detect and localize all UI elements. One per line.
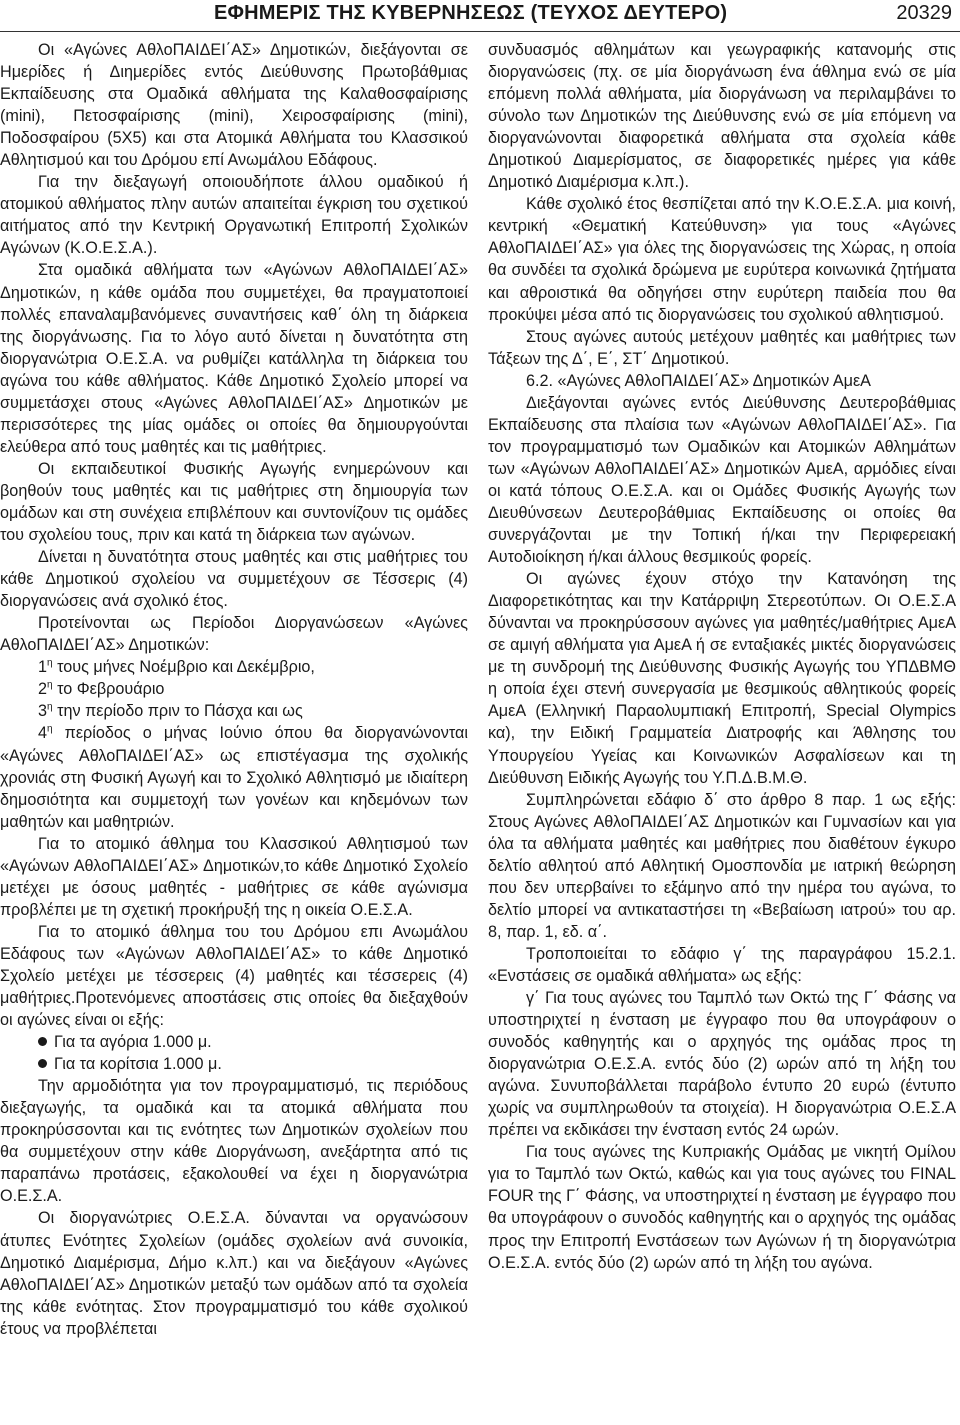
bullet-text: Για τα αγόρια 1.000 μ. xyxy=(54,1033,212,1052)
paragraph: Στους αγώνες αυτούς μετέχουν μαθητές και μαθήτριες των Τάξεων της Δ΄, Ε΄, ΣΤ΄ Δημοτικού. xyxy=(488,327,956,368)
paragraph: Οι διοργανώτριες Ο.Ε.Σ.Α. δύνανται να οργανώσουν άτυπες Ενότητες Σχολείων (ομάδες σχολείων ανά συνοικία, Δημοτικό Διαμέρισμα, Δήμο κ.λπ.) και να διεξάγουν «Αγώνες ΑθλοΠΑΙΔΕΙ΄ΑΣ» Δημοτικών μεταξύ των ομάδων από τα σχολεία της κάθε ενότητας. Στον προγραμματισμό του κάθε σχολικού έτους να προβλέπεται xyxy=(0,1209,468,1338)
paragraph: Διεξάγονται αγώνες εντός Διεύθυνσης Δευτεροβάθμιας Εκπαίδευσης στα πλαίσια των «Αγώνων ΑθλοΠΑΙΔΕΙ΄ΑΣ». Για τον προγραμματισμό των Ομαδικών και Ατομικών Αθλημάτων των «Αγώνων ΑθλοΠΑΙΔΕΙ΄ΑΣ» Δημοτικών ΑμεΑ, αρμόδιες είναι οι κατά τόπους Ο.Ε.Σ.Α. και οι Ομάδες Φυσικής Αγωγής των Διευθύνσεων Δευτεροβάθμιας Εκπαίδευσης οι οποίες θα συνεργάζονται με την Τοπική ή/και την Περιφερειακή Αυτοδιοίκηση ή/και άλλους θεσμικούς φορείς. xyxy=(488,393,956,567)
period-number: 4 xyxy=(38,724,48,743)
page-header xyxy=(0,0,960,30)
header-rule xyxy=(0,31,960,32)
ordinal-suffix: η xyxy=(47,724,53,736)
paragraph: Συμπληρώνεται εδάφιο δ΄ στο άρθρο 8 παρ. 1 ως εξής: Στους Αγώνες ΑθλοΠΑΙΔΕΙ΄ΑΣ Δημοτικών και Γυμνασίων και για όλα τα αθλήματα μαθητές και μαθήτριες που διαθέτουν έγκυρο δελτίο αθλητού από Αθλητική Ομοσπονδία με ιατρική θεώρηση που δεν υπερβαίνει το εξάμηνο από την ημέρα του αγώνα, το δελτίο μπορεί να αντικαταστήσει τη «Βεβαίωση ιατρού» του αρ. 8, παρ. 1, εδ. α΄. xyxy=(488,790,956,941)
paragraph: Προτείνονται ως Περίοδοι Διοργανώσεων «Αγώνες ΑθλοΠΑΙΔΕΙ΄ΑΣ» Δημοτικών: xyxy=(0,614,468,655)
paragraph: Οι εκπαιδευτικοί Φυσικής Αγωγής ενημερώνουν και βοηθούν τους μαθητές και τις μαθήτριες στη δημιουργία των ομάδων και στη συνέχεια επιβλέπουν και συντονίζουν τις ομάδες του σχολείου τους, πριν και κατά τη διάρκεια των αγώνων. xyxy=(0,459,468,545)
paragraph: Για τους αγώνες της Κυπριακής Ομάδας με νικητή Ομίλου για το Ταμπλό των Οκτώ, καθώς και για τους αγώνες του FINAL FOUR της Γ΄ Φάσης, να υποστηριχτεί η ένσταση με έγγραφο που θα υπογράφουν ο συνοδός καθηγητής και ο αρχηγός της ομάδας προς την Επιτροπή Ενστάσεων των Αγώνων ή τη διοργανώτρια Ο.Ε.Σ.Α. εντός δύο (2) ωρών από τη λήξη του αγώνα. xyxy=(488,1143,956,1272)
bullet-icon xyxy=(38,1037,47,1046)
paragraph: Οι αγώνες έχουν στόχο την Κατανόηση της Διαφορετικότητας και την Κατάρριψη Στερεοτύπων. Οι Ο.Ε.Σ.Α δύνανται να προκηρύσσουν αγώνες για μαθητές/μαθήτριες ΑμεΑ σε αμιγή αθλήματα για ΑμεΑ ή σε ενταξιακές μικτές διοργανώσεις με τη συνδρομή της Διεύθυνσης Φυσικής Αγωγής του ΥΠΔΒΜΘ η οποία έχει στενή συνεργασία με θεσμικούς αθλητικούς φορείς ΑμεΑ (Ελληνική Παραολυμπιακή Επιτροπή, Special Olympics κα), την Ειδική Γραμματεία Διατροφής και Άθλησης του Υπουργείου Υγείας και Κοινωνικών Ασφαλίσεων και τη Διεύθυνση Ειδικής Αγωγής του Υ.Π.Δ.Β.Μ.Θ. xyxy=(488,570,956,787)
paragraph: Για το ατομικό άθλημα του του Δρόμου επι Ανωμάλου Εδάφους των «Αγώνων ΑθλοΠΑΙΔΕΙ΄ΑΣ» το κάθε Δημοτικό Σχολείο μετέχει με τέσσερεις (4) μαθητές και τέσσερεις (4) μαθήτριες.Προτενόμενες αποστάσεις στις οποίες θα διεξαχθούν οι αγώνες είναι οι εξής: xyxy=(0,922,468,1030)
period-text: περίοδος ο μήνας Ιούνιο όπου θα διοργανώνονται «Αγώνες ΑθλοΠΑΙΔΕΙ΄ΑΣ» ως επιστέγασμα της σχολικής χρονιάς στη Φυσική Αγωγή και το Σχολικό Αθλητισμό με ιδιαίτερη δημοσιότητα και συμμετοχή των γονέων και κηδεμόνων των μαθητών και μαθητριών. xyxy=(0,724,468,831)
period-text: το Φεβρουάριο xyxy=(52,680,165,699)
left-column xyxy=(0,39,468,1423)
ordinal-suffix: η xyxy=(47,679,53,691)
paragraph: Οι «Αγώνες ΑθλοΠΑΙΔΕΙ΄ΑΣ» Δημοτικών, διεξάγονται σε Ημερίδες ή Διημερίδες εντός Διεύθυνσης Πρωτοβάθμιας Εκπαίδευσης στα Ομαδικά αθλήματα της Καλαθοσφαίρισης (mini), Πετοσφαίρισης (mini), Χειροσφαίρισης (mini), Ποδοσφαίρου (5Χ5) και στα Ατομικά Αθλήματα του Κλασσικού Αθλητισμού και του Δρόμου επί Ανωμάλου Εδάφους. xyxy=(0,41,468,170)
ordinal-suffix: η xyxy=(47,657,53,669)
paragraph: Τροποποιείται το εδάφιο γ΄ της παραγράφου 15.2.1. «Ενστάσεις σε ομαδικά αθλήματα» ως εξής: xyxy=(488,944,956,985)
paragraph: γ΄ Για τους αγώνες του Ταμπλό των Οκτώ της Γ΄ Φάσης να υποστηριχτεί η ένσταση με έγγραφο που θα υπογράφουν ο συνοδός καθηγητής και ο αρχηγός της ομάδας προς τη διοργανώτρια Ο.Ε.Σ.Α. εντός δύο (2) ωρών από τη λήξη του αγώνα. Συνυποβάλλεται παράβολο έντυπο 20 ευρώ (έντυπο χωρίς να συμπληρωθούν τα στοιχεία). Η διοργανώτρια Ο.Ε.Σ.Α πρέπει να εκδικάσει την ένσταση εντός 24 ωρών. xyxy=(488,989,956,1140)
paragraph: 6.2. «Αγώνες ΑθλοΠΑΙΔΕΙ΄ΑΣ» Δημοτικών ΑμεΑ xyxy=(526,371,871,390)
period-text: την περίοδο πριν το Πάσχα και ως xyxy=(52,702,303,721)
period-number: 3 xyxy=(38,702,48,721)
paragraph: Για την διεξαγωγή οποιουδήποτε άλλου ομαδικού ή ατομικού αθλήματος πλην αυτών απαιτείται έγκριση του σχετικού αιτήματος από την Κεντρική Οργανωτική Επιτροπή Σχολικών Αγώνων (Κ.Ο.Ε.Σ.Α.). xyxy=(0,173,468,258)
paragraph: Κάθε σχολικό έτος θεσπίζεται από την Κ.Ο.Ε.Σ.Α. μια κοινή, κεντρική «Θεματική Κατεύθυνση» για τους «Αγώνες ΑθλοΠΑΙΔΕΙ΄ΑΣ» για όλες της διοργανώσεις της Χώρας, η οποία θα συνδέει τα σχολικά δρώμενα με ευρύτερα κοινωνικά ζητήματα και αθροιστικά θα οδηγήσει στην ευρύτερη παιδεία που θα προκύψει μέσα από τις διοργανώσεις του σχολικού αθλητισμού. xyxy=(488,195,956,324)
paragraph: Την αρμοδιότητα για τον προγραμματισμό, τις περιόδους διεξαγωγής, τα ομαδικά και τα ατομικά αθλήματα που προκηρύσσονται και τις ενότητες των Δημοτικών σχολείων που θα συμμετέχουν στην κάθε Διοργάνωση, ανεξάρτητα από τις παραπάνω προτάσεις, εξακολουθεί να έχει η διοργανώτρια Ο.Ε.Σ.Α. xyxy=(0,1077,468,1206)
bullet-text: Για τα κορίτσια 1.000 μ. xyxy=(54,1055,222,1074)
page-number: 20329 xyxy=(896,2,952,24)
period-text: τους μήνες Νοέμβριο και Δεκέμβριο, xyxy=(52,658,315,677)
right-column xyxy=(488,39,956,1423)
period-item xyxy=(0,722,468,832)
paragraph: Δίνεται η δυνατότητα στους μαθητές και στις μαθήτριες του κάθε Δημοτικού σχολείου να συμμετέχουν σε Τέσσερις (4) διοργανώσεις ανά σχολικό έτος. xyxy=(0,548,468,611)
period-number: 2 xyxy=(38,680,48,699)
paragraph-continued: συνδυασμός αθλημάτων και γεωγραφικής κατανομής στις διοργανώσεις (πχ. σε μία διοργάνωση ένα άθλημα ενώ σε μία επόμενη πολλά αθλήματα, μία διοργάνωση να περιλαμβάνει το σύνολο των Δημοτικών της Διεύθυνσης ενώ σε μία επόμενη να διοργανώνονται διαφορετικά αθλήματα στα σχολεία κάθε Δημοτικού Διαμερίσματος, σε διαφορετικές ημέρες για κάθε Δημοτικό Διαμέρισμα κ.λπ.). xyxy=(488,41,956,192)
period-item xyxy=(0,678,468,700)
paragraph: Στα ομαδικά αθλήματα των «Αγώνων ΑθλοΠΑΙΔΕΙ΄ΑΣ» Δημοτικών, η κάθε ομάδα που συμμετέχει, θα πραγματοποιεί πολλές επαναλαμβανόμενες συναντήσεις καθ΄ όλη τη διάρκεια της διοργάνωσης. Για το λόγο αυτό δίνεται η δυνατότητα στη διοργανώτρια Ο.Ε.Σ.Α. να ρυθμίζει κατάλληλα τη διάρκεια του αγώνα του κάθε αθλήματος. Κάθε Δημοτικό Σχολείο μπορεί να συμμετάσχει στους «Αγώνες ΑθλοΠΑΙΔΕΙ΄ΑΣ» Δημοτικών με περισσότερες της μίας ομάδες οι οποίες θα δημιουργούνται ελεύθερα από τους μαθητές και τις μαθήτριες. xyxy=(0,261,468,456)
gazette-title: ΕΦΗΜΕΡΙΣ ΤΗΣ ΚΥΒΕΡΝΗΣΕΩΣ (ΤΕΥΧΟΣ ΔΕΥΤΕΡΟ) xyxy=(214,2,728,24)
period-number: 1 xyxy=(38,658,48,677)
ordinal-suffix: η xyxy=(47,702,53,714)
period-item xyxy=(0,656,468,678)
paragraph: Για το ατομικό άθλημα του Κλασσικού Αθλητισμού των «Αγώνων ΑθλοΠΑΙΔΕΙ΄ΑΣ» Δημοτικών,το κάθε Δημοτικό Σχολείο μετέχει με όσους μαθητές - μαθήτριες σε κάθε αγώνισμα προβλέπει με τη σχετική προκήρυξή της η οικεία Ο.Ε.Σ.Α. xyxy=(0,834,468,919)
bullet-item xyxy=(0,1031,468,1053)
bullet-item xyxy=(0,1053,468,1075)
period-item xyxy=(0,700,468,722)
bullet-icon xyxy=(38,1059,47,1068)
